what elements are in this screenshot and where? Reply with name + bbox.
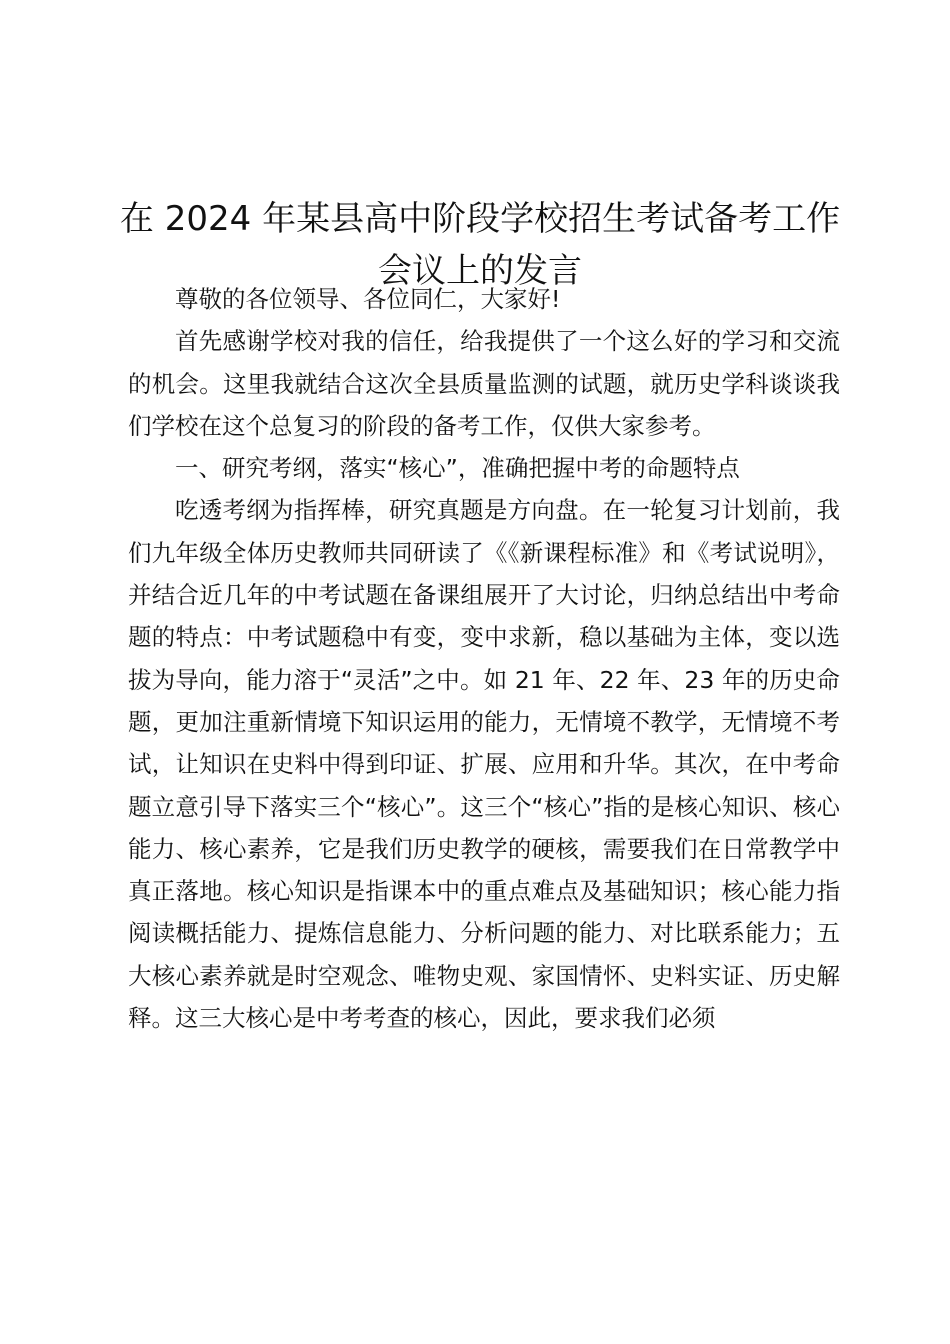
section-heading: 一、研究考纲，落实“核心”，准确把握中考的命题特点 [175, 454, 740, 483]
greeting-paragraph: 尊敬的各位领导、各位同仁，大家好! [175, 285, 561, 313]
document-title: 在 2024 年某县高中阶段学校招生考试备考工作会议上的发言 [119, 198, 841, 291]
intro-paragraph: 首先感谢学校对我的信任，给我提供了一个这么好的学习和交流的机会。这里我就结合这次全县质量监测的试题，就历史学科谈谈我们学校在这个总复习的阶段的备考工作，仅供大家参考。 [128, 327, 840, 440]
document-body [128, 278, 840, 1039]
section-paragraph: 吃透考纲为指挥棒，研究真题是方向盘。在一轮复习计划前，我们九年级全体历史教师共同研读了《《新课程标准》和《考试说明》，并结合近几年的中考试题在备课组展开了大讨论，归纳总结出中考命题的特点：中考试题稳中有变，变中求新，稳以基础为主体，变以选拔为导向，能力溶于“灵活”之中。如 21 年、22 年、23 年的历史命题，更加注重新情境下知识运用的能力，无情境不教学，无情境不考试，让知识在史料中得到印证、扩展、应用和升华。其次，在中考命题立意引导下落实三个“核心”。这三个“核心”指的是核心知识、核心能力、核心素养，它是我们历史教学的硬核，需要我们在日常教学中真正落地。核心知识是指课本中的重点难点及基础知识；核心能力指阅读概括能力、提炼信息能力、分析问题的能力、对比联系能力；五大核心素养就是时空观念、唯物史观、家国情怀、史料实证、历史解释。这三大核心是中考考查的核心，因此，要求我们必须 [128, 496, 840, 1033]
